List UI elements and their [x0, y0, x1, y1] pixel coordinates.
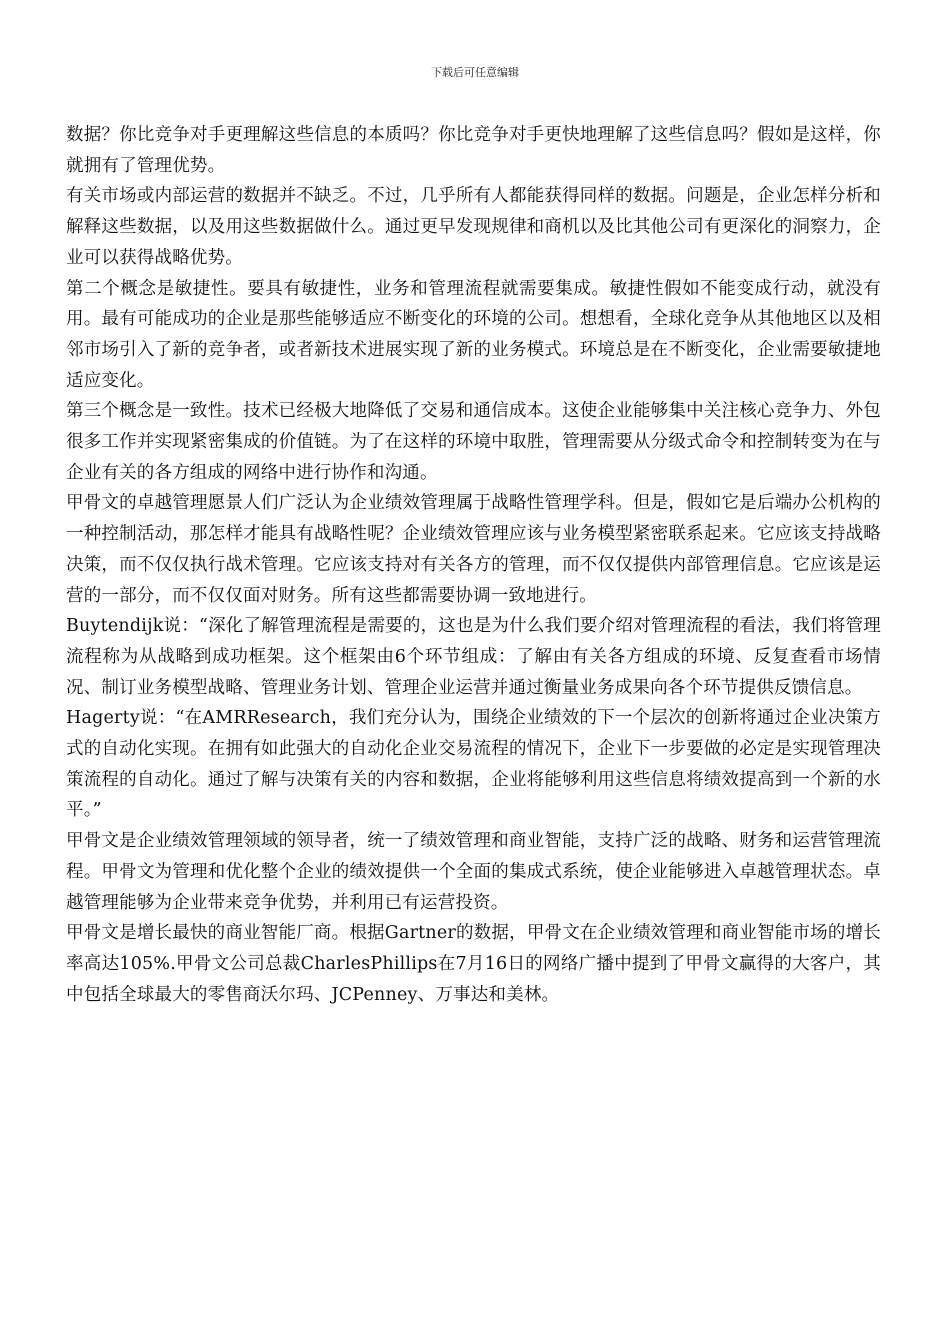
- paragraph-alignment: 第三个概念是一致性。技术已经极大地降低了交易和通信成本。这使企业能够集中关注核心竞争力、外包很多工作并实现紧密集成的价值链。为了在这样的环境中取胜，管理需要从分级式命令和控制转变为在与企业有关的各方组成的网络中进行协作和沟通。: [66, 401, 881, 483]
- document-body: [66, 120, 881, 1010]
- paragraph-data-insight: 数据？你比竞争对手更理解这些信息的本质吗？你比竞争对手更快地理解了这些信息吗？假如是这样，你就拥有了管理优势。: [66, 125, 881, 176]
- page-header: 下载后可任意编辑: [431, 66, 519, 79]
- paragraph-oracle-growth: 甲骨文是增长最快的商业智能厂商。根据Gartner的数据，甲骨文在企业绩效管理和商业智能市场的增长率高达105%.甲骨文公司总裁CharlesPhillips在7月16日的网络广播中提到了甲骨文赢得的大客户，其中包括全球最大的零售商沃尔玛、JCPenney、万事达和美林。: [66, 923, 881, 1005]
- paragraph-hagerty-quote: Hagerty说：“在AMRResearch，我们充分认为，围绕企业绩效的下一个层次的创新将通过企业决策方式的自动化实现。在拥有如此强大的自动化企业交易流程的情况下，企业下一步要做的必定是实现管理决策流程的自动化。通过了解与决策有关的内容和数据，企业将能够利用这些信息将绩效提高到一个新的水平。”: [66, 708, 881, 821]
- paragraph-market-data: 有关市场或内部运营的数据并不缺乏。不过，几乎所有人都能获得同样的数据。问题是，企业怎样分析和解释这些数据，以及用这些数据做什么。通过更早发现规律和商机以及比其他公司有更深化的洞察力，企业可以获得战略优势。: [66, 186, 881, 268]
- paragraph-buytendijk-quote: Buytendijk说：“深化了解管理流程是需要的，这也是为什么我们要介绍对管理流程的看法，我们将管理流程称为从战略到成功框架。这个框架由6个环节组成：了解由有关各方组成的环境、反复查看市场情况、制订业务模型战略、管理业务计划、管理企业运营并通过衡量业务成果向各个环节提供反馈信息。: [66, 616, 881, 698]
- paragraph-oracle-leader: 甲骨文是企业绩效管理领域的领导者，统一了绩效管理和商业智能，支持广泛的战略、财务和运营管理流程。甲骨文为管理和优化整个企业的绩效提供一个全面的集成式系统，使企业能够进入卓越管理状态。卓越管理能够为企业带来竞争优势，并利用已有运营投资。: [66, 831, 881, 913]
- paragraph-agility: 第二个概念是敏捷性。要具有敏捷性，业务和管理流程就需要集成。敏捷性假如不能变成行动，就没有用。最有可能成功的企业是那些能够适应不断变化的环境的公司。想想看，全球化竞争从其他地区以及相邻市场引入了新的竞争者，或者新技术进展实现了新的业务模式。环境总是在不断变化，企业需要敏捷地适应变化。: [66, 278, 881, 391]
- paragraph-oracle-vision: 甲骨文的卓越管理愿景人们广泛认为企业绩效管理属于战略性管理学科。但是，假如它是后端办公机构的一种控制活动，那怎样才能具有战略性呢？企业绩效管理应该与业务模型紧密联系起来。它应该支持战略决策，而不仅仅执行战术管理。它应该支持对有关各方的管理，而不仅仅提供内部管理信息。它应该是运营的一部分，而不仅仅面对财务。所有这些都需要协调一致地进行。: [66, 493, 881, 606]
